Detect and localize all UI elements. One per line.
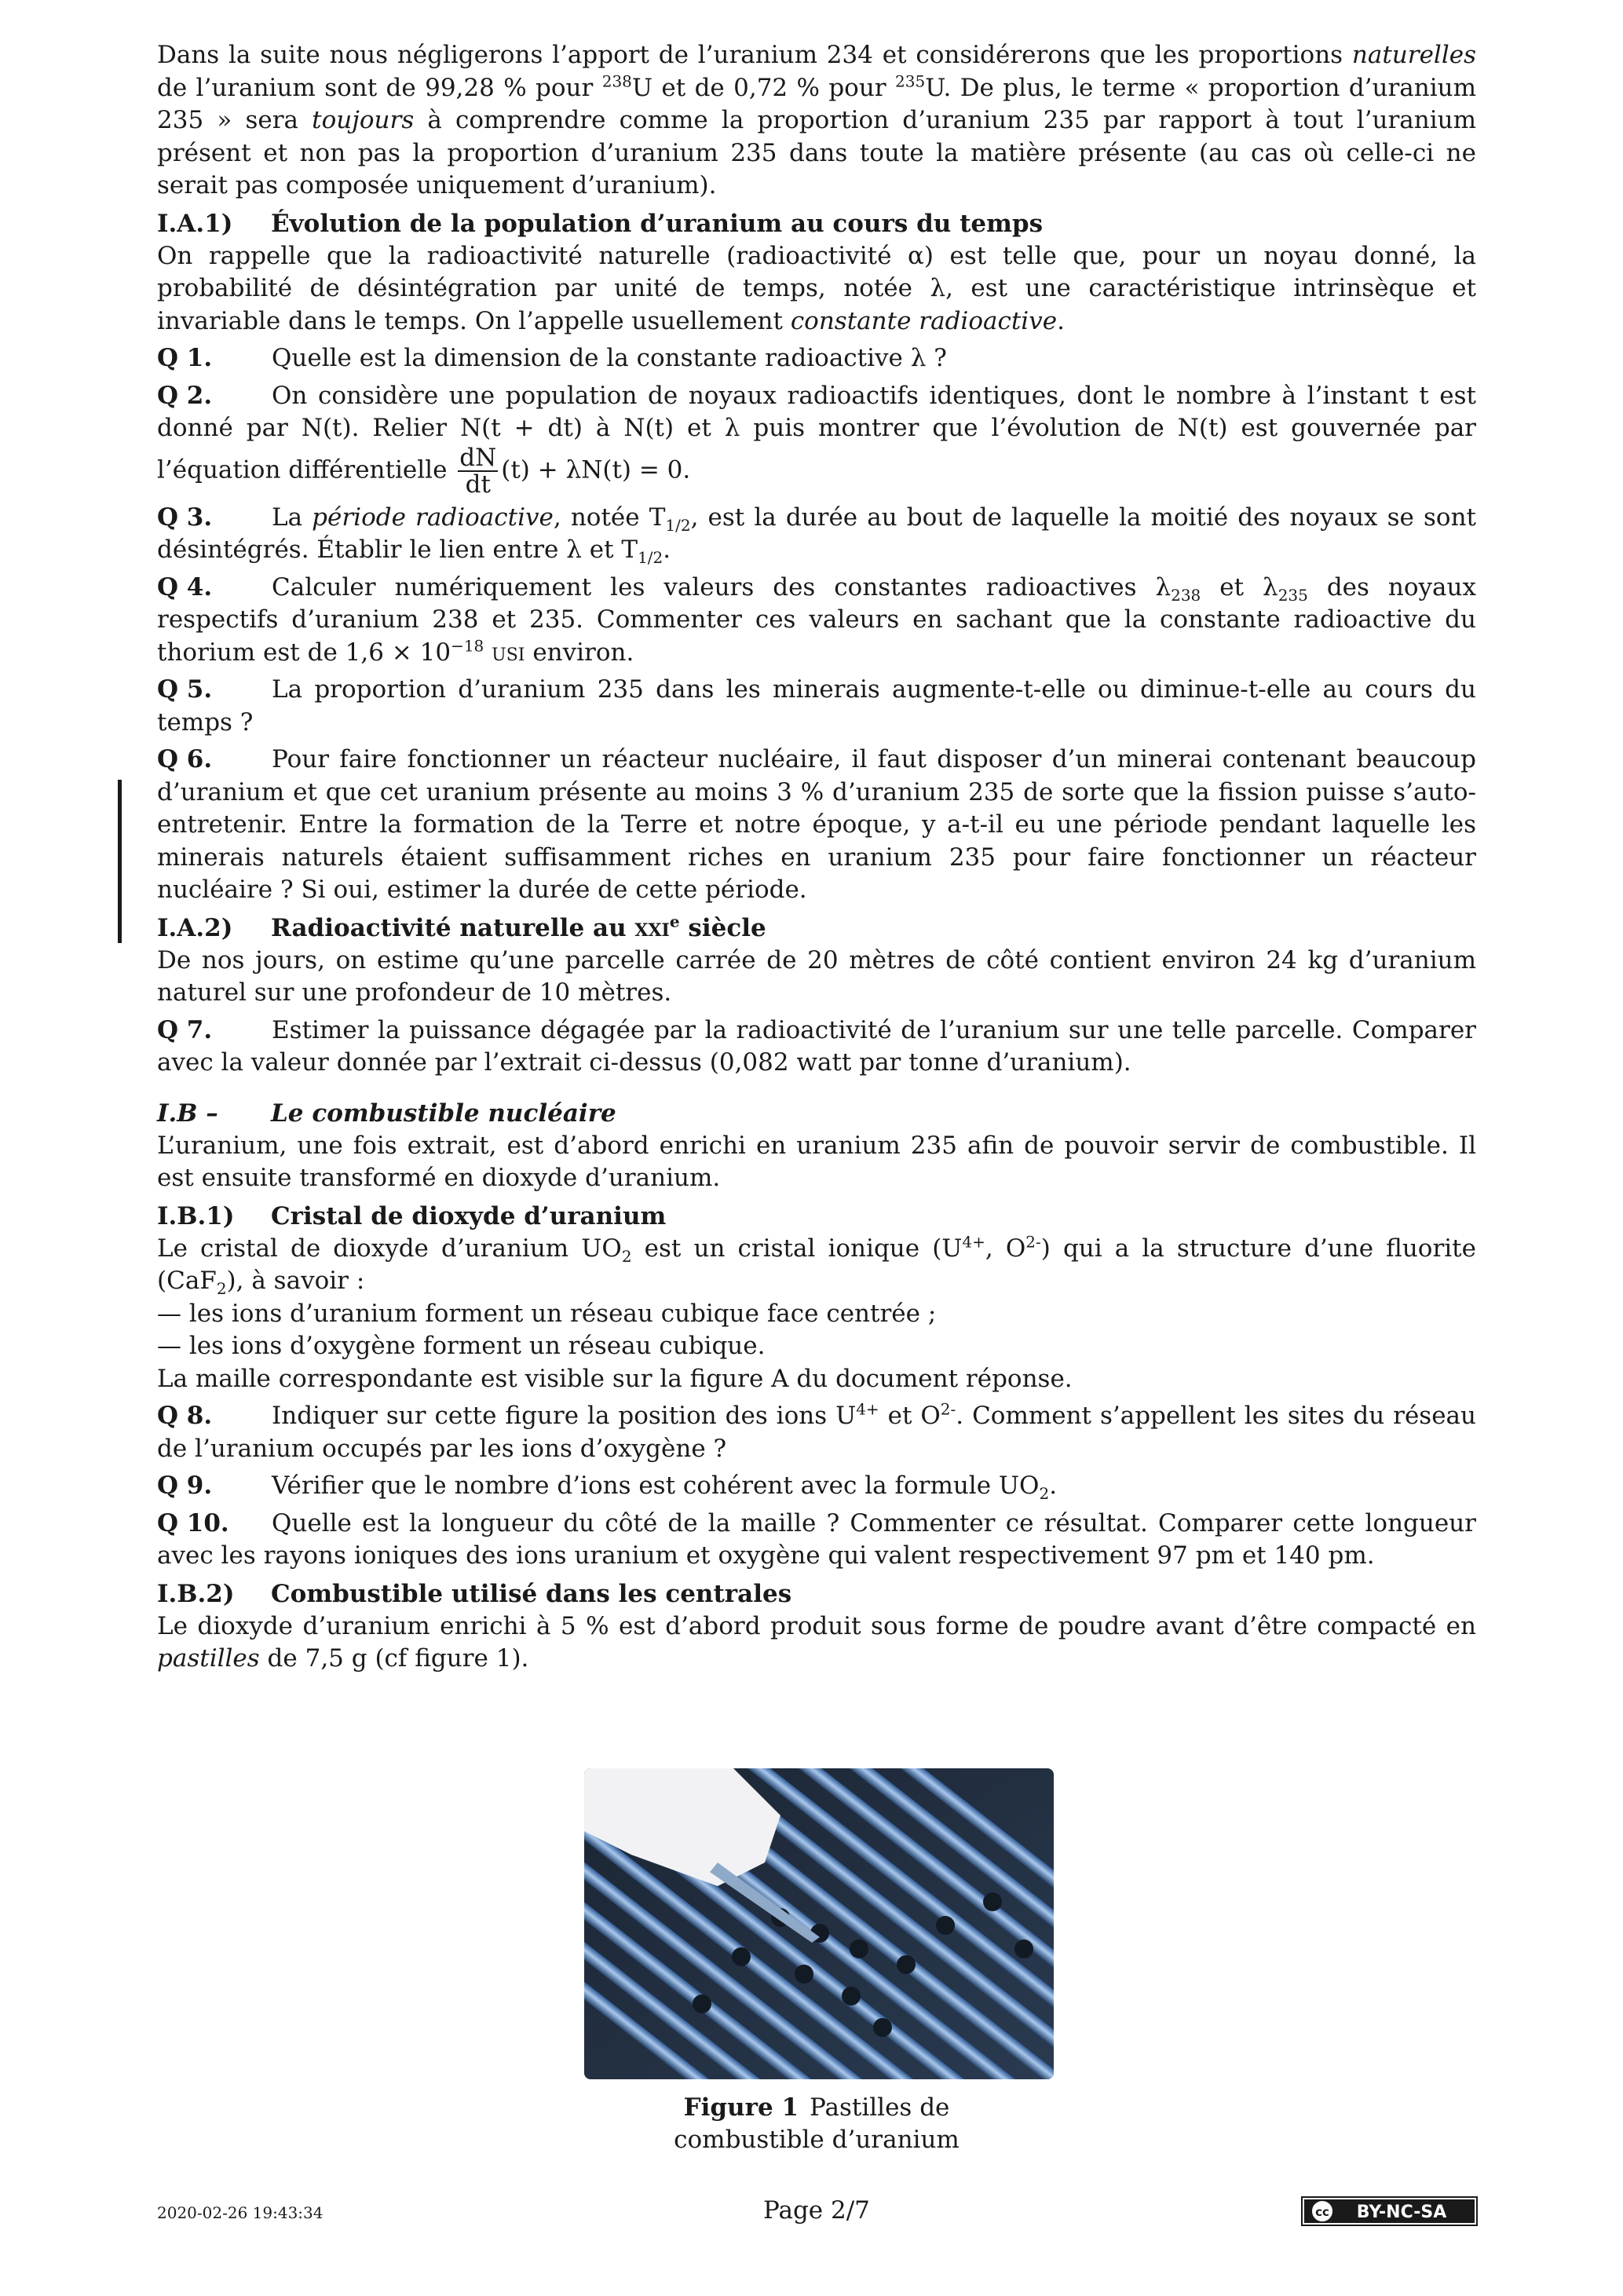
section-heading-IB1: I.B.1) Cristal de dioxyde d’uranium — [157, 1201, 667, 1230]
question-9: Q 9. Vérifier que le nombre d’ions est cohérent avec la formule $UO_2$. — [157, 1472, 1058, 1504]
question-5: Q 5. La proportion d’uranium 235 dans les minerais augmente-t-elle ou diminue-t-elle au cours du temps ? — [157, 675, 1476, 737]
cc-license-badge — [1301, 2196, 1478, 2226]
question-6: Q 6. Pour faire fonctionner un réacteur nucléaire, il faut disposer d’un minerai contenant beaucoup d’uranium et que cet uranium présente au moins 3 % d’uranium 235 de sorte que la fission puisse s’auto-entretenir. Entre la formation de la Terre et notre époque, y a-t-il eu une période pendant laquelle les minerais naturels étaient suffisamment riches en uranium 235 pour faire fonctionner un réacteur nucléaire ? Si oui, estimer la durée de cette période. — [157, 745, 1476, 904]
figure-caption: Figure 1 Pastilles de combustible d’uranium — [674, 2093, 960, 2154]
list-item: — les ions d’oxygène forment un réseau cubique. — [157, 1332, 766, 1360]
cc-icon-label: cc — [1315, 2205, 1329, 2219]
question-8: Q 8. Indiquer sur cette figure la position des ions $U^{4+}$ et $O^{2-}$. Comment s’appellent les sites du réseau de l’uranium occupés par les ions d’oxygène ? — [157, 1399, 1476, 1463]
question-3: Q 3. La période radioactive, notée $T_{1/2}$, est la durée au bout de laquelle la moitié des noyaux se sont désintégrés. Établir le lien entre λ et $T_{1/2}$. — [157, 503, 1476, 568]
section-body-IA2: De nos jours, on estime qu’une parcelle carrée de 20 mètres de côté contient environ 24 kg d’uranium naturel sur une profondeur de 10 mètres. — [157, 945, 1476, 1007]
section-heading-IA2: I.A.2) Radioactivité naturelle au xxi$^e$ siècle — [157, 912, 766, 942]
section-body-IB: L’uranium, une fois extrait, est d’abord enrichi en uranium 235 afin de pouvoir servir de combustible. Il est ensuite transformé en dioxyde d’uranium. — [157, 1131, 1476, 1192]
intro-paragraph: Dans la suite nous négligerons l’apport de l’uranium 234 et considérerons que les proportions naturelles de l’uranium sont de 99,28 % pour $^{238}$U et de 0,72 % pour $^{235}$U. De plus, le terme « proportion d’uranium 235 » sera toujours à comprendre comme la proportion d’uranium 235 par rapport à tout l’uranium présent et non pas la proportion d’uranium 235 dans toute la matière présente (au cas où celle-ci ne serait pas composée uniquement d’uranium). — [157, 41, 1477, 199]
section-heading-IA1: I.A.1) Évolution de la population d’uranium au cours du temps — [157, 209, 1044, 238]
question-2: Q 2. On considère une population de noyaux radioactifs identiques, dont le nombre à l’instant t est donné par N(t). Relier N(t + dt) à N(t) et λ puis montrer que l’évolution de N(t) est gouvernée par l’équation différentielle $\frac{dN}{dt}$ (t) + λN(t) = 0. — [157, 381, 1476, 499]
page-number: Page 2/7 — [763, 2196, 870, 2225]
footer-date: 2020-02-26 19:43:34 — [157, 2203, 324, 2222]
fuel-pellets-photo — [584, 1768, 1054, 2079]
section-body-IB2: Le dioxyde d’uranium enrichi à 5 % est d’abord produit sous forme de poudre avant d’être compacté en pastilles de 7,5 g (cf figure 1). — [157, 1611, 1476, 1673]
license-label: BY-NC-SA — [1356, 2203, 1447, 2222]
section-body-IB1-2: La maille correspondante est visible sur la figure A du document réponse. — [157, 1364, 1073, 1393]
fuel-pellets-illustration — [584, 1768, 1054, 2079]
question-7: Q 7. Estimer la puissance dégagée par la radioactivité de l’uranium sur une telle parcelle. Comparer avec la valeur donnée par l’extrait ci-dessus (0,082 watt par tonne d’uranium). — [157, 1015, 1476, 1077]
question-10: Q 10. Quelle est la longueur du côté de la maille ? Commenter ce résultat. Comparer cette longueur avec les rayons ioniques des ions uranium et oxygène qui valent respectivement 97 pm et 140 pm. — [157, 1508, 1476, 1570]
section-heading-IB: I.B – Le combustible nucléaire — [157, 1099, 616, 1128]
section-body-IA1: On rappelle que la radioactivité naturelle (radioactivité α) est telle que, pour un noyau donné, la probabilité de désintégration par unité de temps, notée λ, est une caractéristique intrinsèque et invariable dans le temps. On l’appelle usuellement constante radioactive. — [157, 241, 1476, 335]
question-1: Q 1. Quelle est la dimension de la constante radioactive λ ? — [157, 344, 947, 372]
page-content — [157, 39, 1476, 1676]
section-body-IB1: Le cristal de dioxyde d’uranium $UO_2$ est un cristal ionique ($U^{4+}$, $O^{2-}$) qui a la structure d’une fluorite (CaF$_2$), à savoir : — [157, 1232, 1476, 1299]
fraction-dN-dt: $\frac{dN}{dt}$ — [459, 443, 497, 499]
section-heading-IB2: I.B.2) Combustible utilisé dans les centrales — [157, 1579, 792, 1608]
list-item: — les ions d’uranium forment un réseau cubique face centrée ; — [157, 1299, 937, 1328]
question-4: Q 4. Calculer numériquement les valeurs des constantes radioactives $\lambda_{238}$ et $\lambda_{235}$ des noyaux respectifs d’uranium 238 et 235. Commenter ces valeurs en sachant que la constante radioactive du thorium est de $1,6 \times 10^{-18}$ usi environ. — [157, 572, 1476, 667]
revision-bar — [118, 780, 122, 943]
